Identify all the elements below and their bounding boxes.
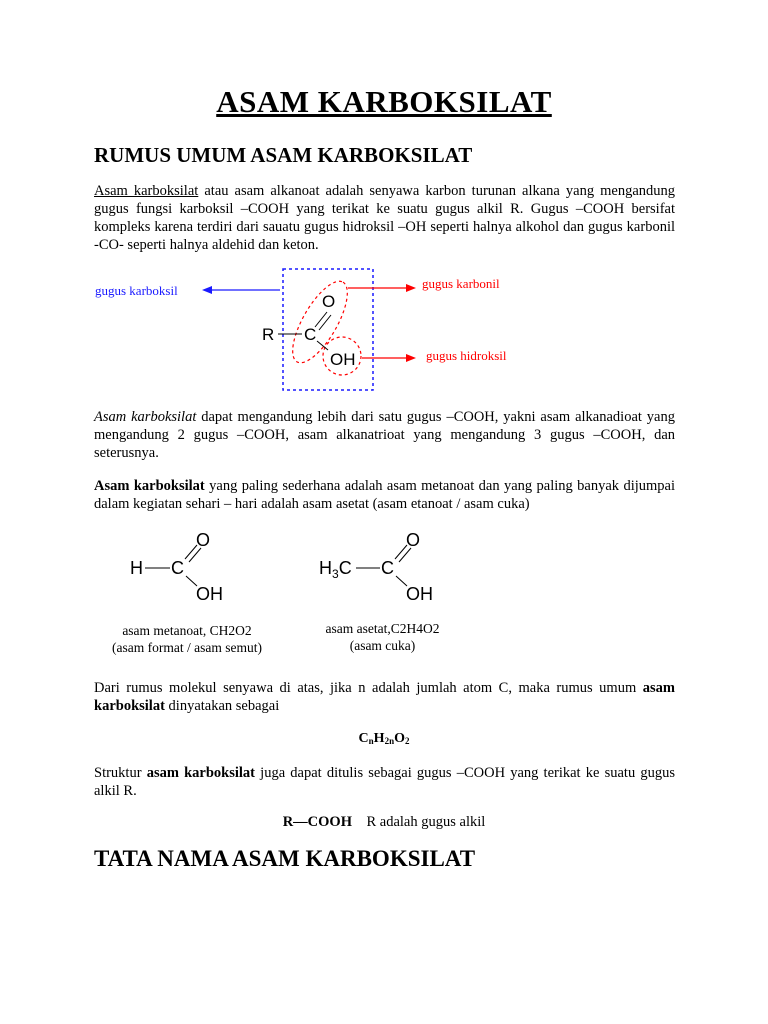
formic-double-bond-2: [189, 548, 201, 562]
paragraph-text: dapat mengandung lebih dari satu gugus –COOH, yakni asam alkanadioat yang mengandung 2 gugus –COOH, asam alkanatrioat yang mengandung 3 gugus –COOH, dan seterusnya.: [94, 409, 675, 461]
label-gugus-karboksil: gugus karboksil: [95, 283, 178, 298]
label-gugus-karbonil: gugus karbonil: [422, 276, 500, 291]
paragraph-text-2: juga dapat ditulis sebagai gugus –COOH yang terikat ke suatu gugus alkil R.: [94, 765, 675, 799]
section-heading-tata-nama: TATA NAMA ASAM KARBOKSILAT: [94, 846, 476, 871]
asam-karboksilat-link[interactable]: Asam karboksilat: [94, 183, 199, 199]
paragraph-text: Struktur: [94, 765, 147, 781]
paragraph-general-formula: [94, 679, 675, 715]
italic-term: Asam karboksilat: [94, 409, 197, 425]
asetat-caption-line1: asam asetat,C2H4O2: [325, 621, 440, 636]
rcooh-line: [0, 814, 768, 831]
formic-c: C: [171, 558, 184, 578]
label-gugus-hidroksil: gugus hidroksil: [426, 348, 507, 363]
atom-o: O: [322, 292, 336, 311]
acetic-c1: C: [338, 558, 352, 578]
atom-oh: OH: [330, 350, 356, 369]
formula-h: H: [373, 731, 385, 746]
bold-term: Asam karboksilat: [94, 478, 205, 494]
paragraph-text: Dari rumus molekul senyawa di atas, jika n adalah jumlah atom C, maka rumus umum: [94, 680, 643, 696]
paragraph-simplest: [94, 477, 675, 513]
formula-n: n: [368, 736, 374, 746]
formula-2: 2: [404, 736, 410, 746]
acetic-oh: OH: [406, 584, 433, 604]
intro-text: atau asam alkanoat adalah senyawa karbon turunan alkana yang mengandung gugus fungsi karboksil –COOH yang terikat ke suatu gugus alkil R. Gugus –COOH bersifat kompleks karena terdiri dari sauatu gugus hidroksil –OH seperti halnya alkohol dan gugus karbonil -CO- seperti halnya aldehid dan keton.: [94, 183, 676, 253]
karboksil-arrow-head: [202, 286, 212, 294]
formic-o: O: [196, 530, 211, 550]
acetic-c: C: [381, 558, 394, 578]
general-formula: [0, 731, 768, 747]
bold-term: asam karboksilat: [146, 765, 255, 781]
formula-c: C: [358, 731, 369, 746]
paragraph-multiple-cooh: [94, 408, 675, 462]
metanoat-caption-line2: (asam format / asam semut): [112, 640, 262, 655]
intro-paragraph: [94, 182, 675, 254]
karbonil-arrow-head: [406, 284, 416, 292]
paragraph-text: yang paling sederhana adalah asam metanoat dan yang paling banyak dijumpai dalam kegiatan sehari – hari adalah asam asetat (asam etanoat / asam cuka): [94, 478, 675, 512]
rcooh-formula: R—COOH: [282, 814, 352, 830]
metanoat-asetat-structures: [120, 526, 450, 606]
paragraph-structure: [94, 764, 675, 800]
page-title: ASAM KARBOKSILAT: [216, 84, 552, 119]
paragraph-text-2: dinyatakan sebagai: [164, 698, 280, 714]
bold-term: asam karboksilat: [94, 680, 675, 714]
metanoat-caption: [92, 622, 282, 656]
metanoat-caption-line1: asam metanoat, CH2O2: [122, 623, 252, 638]
formula-o: O: [394, 731, 405, 746]
carboxyl-box: [283, 269, 373, 390]
acetic-double-bond-2: [399, 548, 411, 562]
hidroksil-arrow-head: [406, 354, 416, 362]
acetic-o: O: [406, 530, 421, 550]
asetat-caption-line2: (asam cuka): [349, 638, 416, 653]
carboxyl-group-diagram: [90, 264, 530, 394]
atom-c: C: [304, 325, 317, 344]
double-bond-1: [315, 312, 327, 327]
acetic-h3-h: [319, 558, 352, 581]
formic-oh: OH: [196, 584, 223, 604]
asetat-caption: [300, 620, 465, 654]
formula-2n: 2n: [384, 736, 395, 746]
formic-h: H: [130, 558, 143, 578]
section-heading-rumus-umum: RUMUS UMUM ASAM KARBOKSILAT: [94, 143, 473, 167]
acetic-sub3: 3: [332, 567, 339, 581]
double-bond-2: [319, 315, 331, 330]
atom-r: R: [262, 325, 275, 344]
acetic-h: H: [319, 558, 332, 578]
rcooh-description: R adalah gugus alkil: [366, 814, 486, 830]
